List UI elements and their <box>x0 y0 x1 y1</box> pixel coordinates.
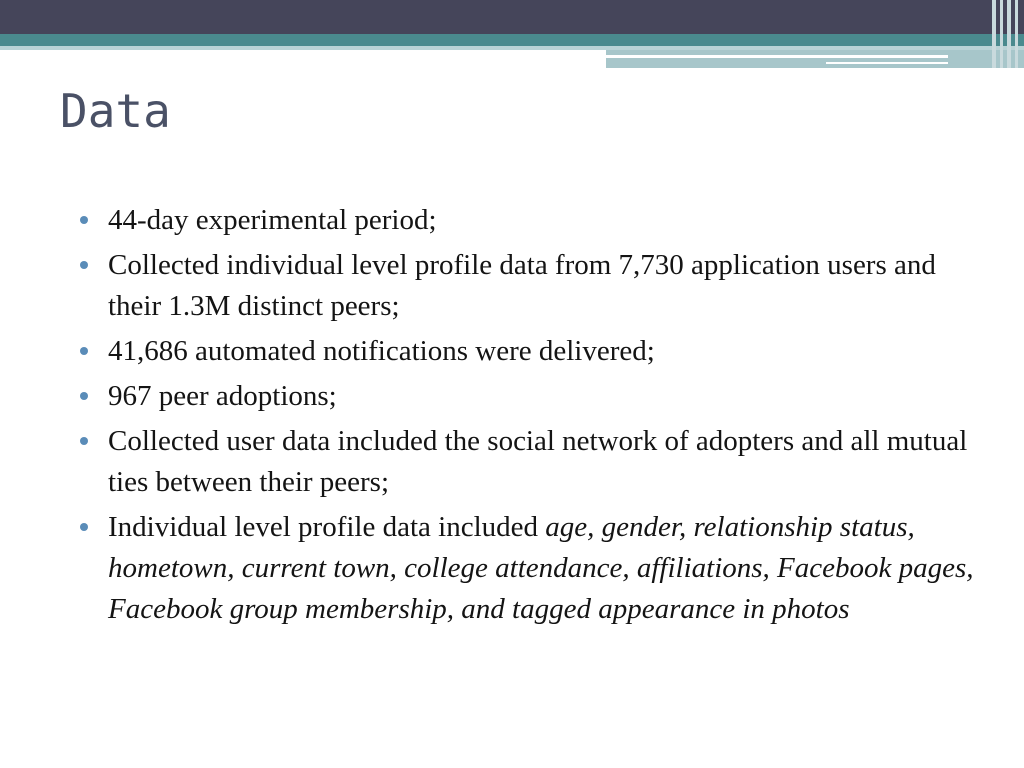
bullet-text: Collected user data included the social network of adopters and all mutual ties between their peers; <box>108 425 968 498</box>
bullet-item <box>80 200 980 241</box>
bullet-dot-icon <box>80 392 88 400</box>
bullet-text: 44-day experimental period; <box>108 204 437 236</box>
header-accent-block <box>606 50 1024 68</box>
bullet-list <box>80 200 980 634</box>
header-band-dark <box>0 0 1024 34</box>
bullet-item <box>80 376 980 417</box>
bullet-text: 41,686 automated notifications were delivered; <box>108 335 655 367</box>
header-edge-stripes <box>990 0 1024 68</box>
bullet-dot-icon <box>80 261 88 269</box>
header-accent-line <box>606 55 948 58</box>
bullet-dot-icon <box>80 216 88 224</box>
header-accent-line-short <box>826 62 948 64</box>
bullet-text: Collected individual level profile data from 7,730 application users and their 1.3M distinct peers; <box>108 249 936 322</box>
header-band-teal <box>0 34 1024 46</box>
bullet-item <box>80 421 980 503</box>
bullet-dot-icon <box>80 347 88 355</box>
bullet-text: 967 peer adoptions; <box>108 380 337 412</box>
bullet-italic-text: age, gender, relationship status, hometown, current town, college attendance, affiliations, Facebook pages, Facebook group membership, and tagged appearance in photos <box>108 511 974 625</box>
bullet-item <box>80 507 980 630</box>
slide-title: Data <box>60 84 171 138</box>
bullet-dot-icon <box>80 523 88 531</box>
bullet-text: Individual level profile data included <box>108 511 546 543</box>
bullet-dot-icon <box>80 437 88 445</box>
bullet-item <box>80 245 980 327</box>
bullet-item <box>80 331 980 372</box>
